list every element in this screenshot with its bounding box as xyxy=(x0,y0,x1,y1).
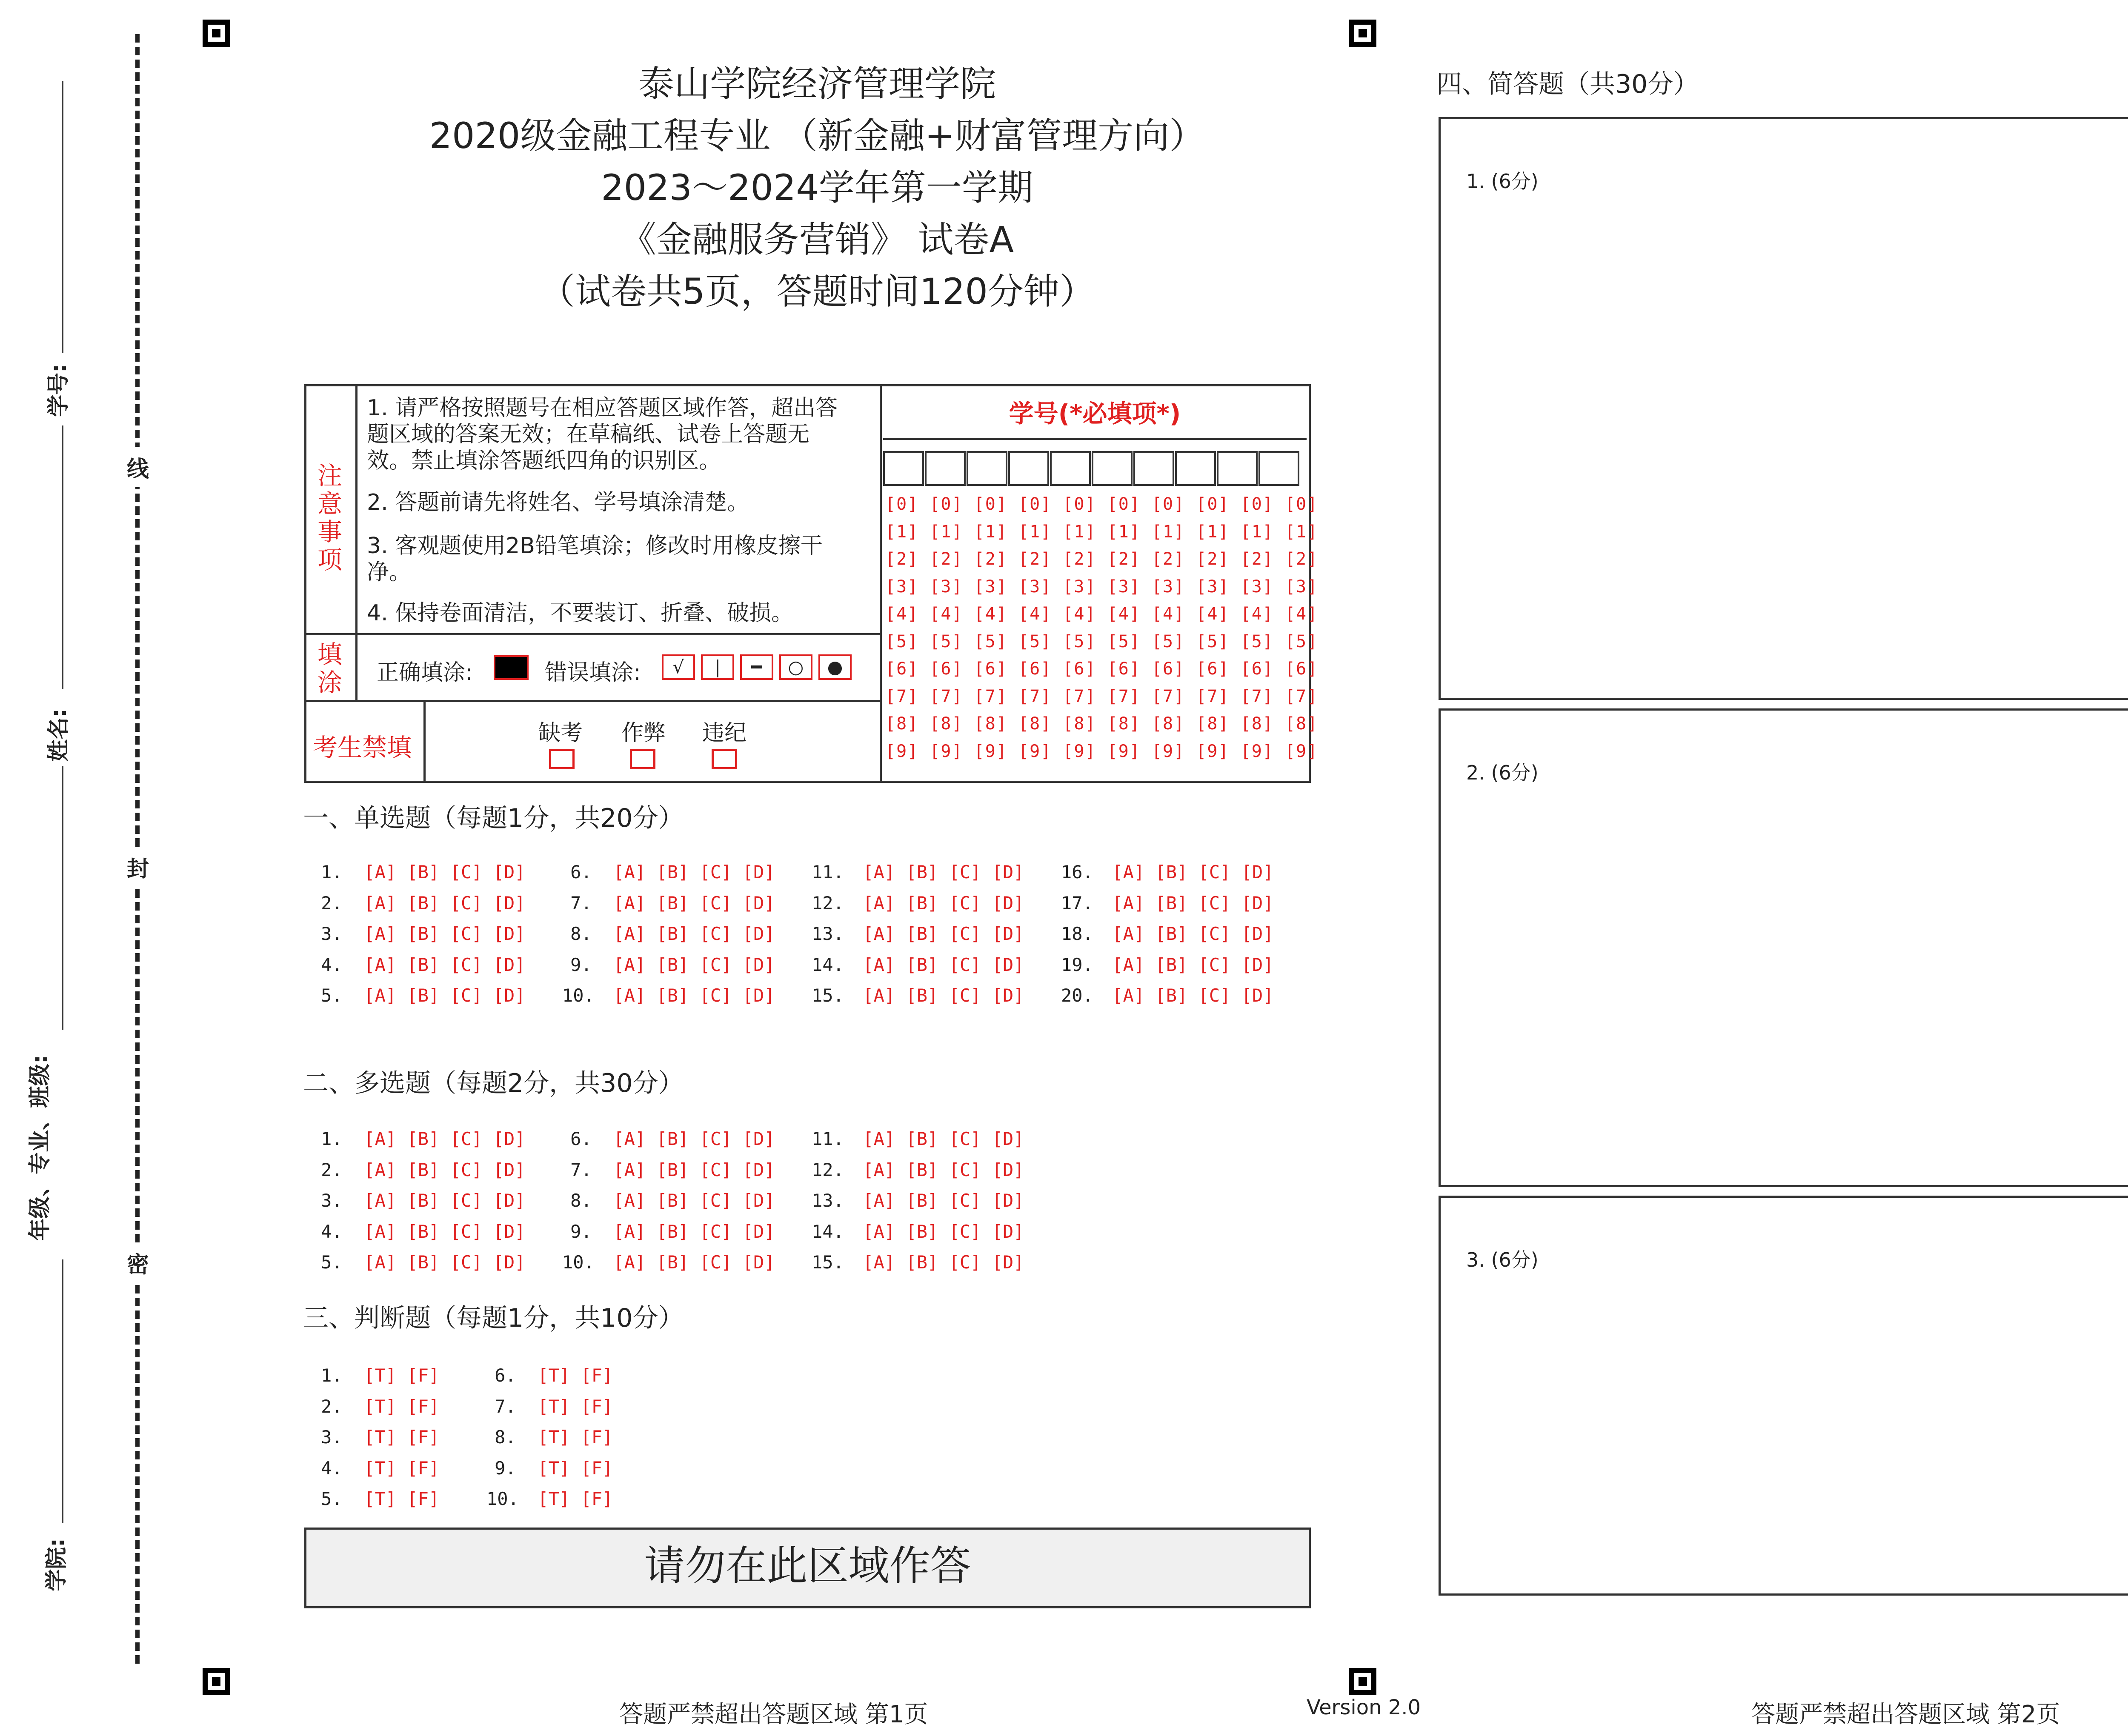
question-options[interactable]: [A] [B] [C] [D] xyxy=(852,1252,1024,1273)
notice-item-3: 3. 客观题使用2B铅笔填涂；修改时用橡皮擦干净。 xyxy=(367,533,823,585)
seal-seal-text: 封 xyxy=(127,857,149,882)
question-options[interactable]: [A] [B] [C] [D] xyxy=(852,1159,1024,1180)
student-id-digit-row[interactable]: [5] [5] [5] [5] [5] [5] [5] [5] [5] [5] xyxy=(885,631,1319,651)
question-number: 6. xyxy=(570,862,603,882)
student-id-digit-row[interactable]: [2] [2] [2] [2] [2] [2] [2] [2] [2] [2] xyxy=(885,549,1319,569)
student-id-title: 学号(*必填项*) xyxy=(1009,399,1181,428)
question-number: 8. xyxy=(570,923,603,944)
question-options[interactable]: [A] [B] [C] [D] xyxy=(852,892,1024,914)
footer-version: Version 2.0 xyxy=(1307,1696,1421,1719)
student-id-cell[interactable] xyxy=(1175,451,1216,486)
question-options[interactable]: [A] [B] [C] [D] xyxy=(353,892,526,914)
question-row[interactable] xyxy=(812,985,1024,1006)
question-options[interactable]: [A] [B] [C] [D] xyxy=(852,1190,1024,1211)
question-row[interactable] xyxy=(313,954,526,975)
seal-char-seal xyxy=(127,847,148,887)
question-options[interactable]: [A] [B] [C] [D] xyxy=(603,954,775,975)
question-number: 8. xyxy=(495,1427,527,1448)
question-row[interactable] xyxy=(812,862,1024,882)
question-options[interactable]: [A] [B] [C] [D] xyxy=(353,1128,526,1149)
corner-marker-top-middle xyxy=(1349,20,1376,47)
question-row[interactable] xyxy=(313,1458,439,1479)
proctor-absent-label: 缺考 xyxy=(538,720,583,746)
question-number: 6. xyxy=(495,1365,527,1386)
question-number: 19. xyxy=(1061,954,1104,975)
question-row[interactable] xyxy=(313,1252,526,1273)
question-row[interactable] xyxy=(486,1365,613,1386)
header-term: 2023～2024学年第一学期 xyxy=(601,167,1033,208)
question-number: 5. xyxy=(321,985,353,1006)
seal-char-secret xyxy=(127,1242,148,1283)
question-number: 10. xyxy=(562,1252,606,1273)
question-number: 12. xyxy=(812,892,855,914)
question-options[interactable]: [A] [B] [C] [D] xyxy=(1101,923,1274,944)
student-id-cell[interactable] xyxy=(883,451,924,486)
question-number: 3. xyxy=(321,1427,353,1448)
question-number: 9. xyxy=(570,1221,603,1242)
footer-left: 答题严禁超出答题区域 第1页 xyxy=(619,1701,928,1728)
question-options[interactable]: [A] [B] [C] [D] xyxy=(852,1221,1024,1242)
proctor-absent-checkbox[interactable] xyxy=(549,749,575,769)
question-row[interactable] xyxy=(1061,985,1274,1006)
proctor-cheat-label: 作弊 xyxy=(621,720,666,746)
question-options[interactable]: [T] [F] xyxy=(527,1427,613,1448)
short-question-1-label: 1. (6分) xyxy=(1466,170,1539,193)
question-options[interactable]: [T] [F] xyxy=(353,1457,440,1479)
question-row[interactable] xyxy=(562,1128,775,1149)
question-options[interactable]: [T] [F] xyxy=(527,1396,613,1417)
question-options[interactable]: [A] [B] [C] [D] xyxy=(603,1159,775,1180)
question-options[interactable]: [T] [F] xyxy=(527,1365,613,1386)
question-row[interactable] xyxy=(486,1427,613,1448)
notice-title: 注意事项 xyxy=(317,461,342,574)
section-single-title: 一、单选题（每题1分，共20分） xyxy=(303,803,684,833)
question-number: 18. xyxy=(1061,923,1104,944)
question-number: 1. xyxy=(321,862,353,882)
question-row[interactable] xyxy=(313,893,526,914)
question-number: 9. xyxy=(570,954,603,975)
seal-secret-text: 密 xyxy=(127,1252,149,1278)
question-options[interactable]: [A] [B] [C] [D] xyxy=(353,954,526,975)
proctor-cheat-checkbox[interactable] xyxy=(630,749,655,769)
student-id-cell[interactable] xyxy=(1133,451,1174,486)
wrong-sample-dot: ● xyxy=(818,654,852,680)
short-question-3-label: 3. (6分) xyxy=(1466,1248,1539,1271)
question-row[interactable] xyxy=(562,1252,775,1273)
question-row[interactable] xyxy=(486,1396,613,1417)
question-row[interactable] xyxy=(812,1128,1024,1149)
question-number: 7. xyxy=(495,1396,527,1417)
question-number: 1. xyxy=(321,1128,353,1149)
question-options[interactable]: [T] [F] xyxy=(527,1457,613,1479)
question-row[interactable] xyxy=(313,1159,526,1180)
student-id-digit-row[interactable]: [6] [6] [6] [6] [6] [6] [6] [6] [6] [6] xyxy=(885,659,1319,679)
notice-vertical-divider xyxy=(355,384,358,701)
question-options[interactable]: [A] [B] [C] [D] xyxy=(603,892,775,914)
question-options[interactable]: [T] [F] xyxy=(353,1396,440,1417)
question-options[interactable]: [A] [B] [C] [D] xyxy=(603,1128,775,1149)
question-options[interactable]: [A] [B] [C] [D] xyxy=(1101,892,1274,914)
wrong-sample-bar: | xyxy=(701,654,734,680)
header-course: 《金融服务营销》 试卷A xyxy=(620,219,1014,260)
correct-fill-label: 正确填涂: xyxy=(377,660,473,685)
question-number: 9. xyxy=(495,1457,527,1479)
question-row[interactable] xyxy=(486,1488,613,1509)
question-number: 5. xyxy=(321,1252,353,1273)
question-row[interactable] xyxy=(812,1221,1024,1242)
question-number: 13. xyxy=(812,923,855,944)
student-id-digit-row[interactable]: [4] [4] [4] [4] [4] [4] [4] [4] [4] [4] xyxy=(885,604,1319,624)
question-number: 6. xyxy=(570,1128,603,1149)
question-row[interactable] xyxy=(562,862,775,882)
question-row[interactable] xyxy=(313,923,526,944)
question-row[interactable] xyxy=(812,1190,1024,1211)
notice-item-2: 2. 答题前请先将姓名、学号填涂清楚。 xyxy=(367,490,749,515)
question-number: 4. xyxy=(321,1221,353,1242)
question-row[interactable] xyxy=(313,1128,526,1149)
question-number: 17. xyxy=(1061,892,1104,914)
question-number: 4. xyxy=(321,1457,353,1479)
question-row[interactable] xyxy=(1061,893,1274,914)
question-options[interactable]: [A] [B] [C] [D] xyxy=(1101,954,1274,975)
fill-title: 填涂 xyxy=(317,640,342,697)
student-id-cell[interactable] xyxy=(1092,451,1133,486)
question-options[interactable]: [A] [B] [C] [D] xyxy=(1101,862,1274,882)
question-number: 7. xyxy=(570,1159,603,1180)
correct-fill-sample xyxy=(494,655,529,680)
question-row[interactable] xyxy=(313,1221,526,1242)
question-number: 14. xyxy=(812,954,855,975)
question-row[interactable] xyxy=(562,1221,775,1242)
question-row[interactable] xyxy=(313,1488,439,1509)
corner-marker-bottom-middle xyxy=(1349,1668,1376,1695)
proctor-vertical-divider xyxy=(423,700,426,783)
question-row[interactable] xyxy=(562,985,775,1006)
question-row[interactable] xyxy=(562,923,775,944)
wrong-sample-dash: ━ xyxy=(740,654,773,680)
question-options[interactable]: [A] [B] [C] [D] xyxy=(353,1252,526,1273)
proctor-violation-label: 违纪 xyxy=(702,720,747,746)
question-number: 15. xyxy=(812,1252,855,1273)
student-id-cell[interactable] xyxy=(1008,451,1049,486)
wrong-sample-check: √ xyxy=(662,654,695,680)
proctor-title: 考生禁填 xyxy=(313,733,412,762)
no-answer-zone xyxy=(304,1528,1311,1608)
wrong-sample-circle: ○ xyxy=(779,654,812,680)
short-question-2-label: 2. (6分) xyxy=(1466,761,1539,784)
question-number: 2. xyxy=(321,892,353,914)
question-options[interactable]: [A] [B] [C] [D] xyxy=(1101,985,1274,1006)
name-line[interactable] xyxy=(62,425,63,689)
question-options[interactable]: [T] [F] xyxy=(353,1488,440,1509)
name-label: 姓名: xyxy=(46,708,72,762)
class-line[interactable] xyxy=(62,766,63,1030)
question-number: 20. xyxy=(1061,985,1104,1006)
question-row[interactable] xyxy=(313,985,526,1006)
footer-right: 答题严禁超出答题区域 第2页 xyxy=(1751,1701,2060,1728)
question-options[interactable]: [A] [B] [C] [D] xyxy=(852,1128,1024,1149)
idbox-divider xyxy=(880,384,882,783)
question-row[interactable] xyxy=(313,1427,439,1448)
seal-char-line xyxy=(127,447,148,487)
student-id-digit-row[interactable]: [1] [1] [1] [1] [1] [1] [1] [1] [1] [1] xyxy=(885,522,1319,542)
question-number: 15. xyxy=(812,985,855,1006)
question-number: 11. xyxy=(812,1128,855,1149)
question-number: 16. xyxy=(1061,862,1104,882)
question-options[interactable]: [A] [B] [C] [D] xyxy=(852,985,1024,1006)
question-options[interactable]: [A] [B] [C] [D] xyxy=(353,923,526,944)
question-row[interactable] xyxy=(562,1190,775,1211)
short-answer-box-2[interactable] xyxy=(1439,708,2128,1187)
short-answer-box-1[interactable] xyxy=(1439,117,2128,700)
question-options[interactable]: [T] [F] xyxy=(527,1488,613,1509)
question-options[interactable]: [A] [B] [C] [D] xyxy=(353,1159,526,1180)
question-row[interactable] xyxy=(1061,923,1274,944)
college-label: 学院: xyxy=(43,1538,69,1591)
section-multi-title: 二、多选题（每题2分，共30分） xyxy=(303,1068,684,1098)
section-short-title: 四、简答题（共30分） xyxy=(1436,69,1699,99)
header-school: 泰山学院经济管理学院 xyxy=(638,63,996,105)
notice-fill-divider xyxy=(304,633,881,635)
student-id-digit-row[interactable]: [3] [3] [3] [3] [3] [3] [3] [3] [3] [3] xyxy=(885,577,1319,597)
question-options[interactable]: [A] [B] [C] [D] xyxy=(353,1221,526,1242)
question-row[interactable] xyxy=(486,1458,613,1479)
question-options[interactable]: [A] [B] [C] [D] xyxy=(353,1190,526,1211)
question-number: 10. xyxy=(486,1488,530,1509)
student-id-cell[interactable] xyxy=(1258,451,1299,486)
question-row[interactable] xyxy=(313,1190,526,1211)
question-number: 2. xyxy=(321,1159,353,1180)
notice-proctor-divider xyxy=(304,700,881,702)
question-row[interactable] xyxy=(812,1252,1024,1273)
question-number: 10. xyxy=(562,985,606,1006)
question-number: 2. xyxy=(321,1396,353,1417)
header-info: （试卷共5页，答题时间120分钟） xyxy=(539,271,1095,312)
question-options[interactable]: [A] [B] [C] [D] xyxy=(852,862,1024,882)
question-number: 7. xyxy=(570,892,603,914)
corner-marker-top-left xyxy=(203,20,230,47)
question-row[interactable] xyxy=(812,954,1024,975)
question-row[interactable] xyxy=(812,893,1024,914)
question-row[interactable] xyxy=(562,954,775,975)
student-id-cell[interactable] xyxy=(967,451,1007,486)
question-options[interactable]: [A] [B] [C] [D] xyxy=(603,1221,775,1242)
student-id-label: 学号: xyxy=(46,364,72,417)
student-id-digit-row[interactable]: [8] [8] [8] [8] [8] [8] [8] [8] [8] [8] xyxy=(885,714,1319,734)
question-row[interactable] xyxy=(1061,862,1274,882)
student-id-cell[interactable] xyxy=(1050,451,1091,486)
question-options[interactable]: [A] [B] [C] [D] xyxy=(353,862,526,882)
question-row[interactable] xyxy=(1061,954,1274,975)
question-row[interactable] xyxy=(812,1159,1024,1180)
question-row[interactable] xyxy=(562,1159,775,1180)
question-number: 12. xyxy=(812,1159,855,1180)
question-number: 11. xyxy=(812,862,855,882)
question-number: 14. xyxy=(812,1221,855,1242)
student-id-digit-row[interactable]: [0] [0] [0] [0] [0] [0] [0] [0] [0] [0] xyxy=(885,494,1319,514)
header-major: 2020级金融工程专业 （新金融+财富管理方向） xyxy=(429,115,1205,157)
question-number: 13. xyxy=(812,1190,855,1211)
corner-marker-bottom-left xyxy=(203,1668,230,1695)
question-options[interactable]: [A] [B] [C] [D] xyxy=(852,923,1024,944)
student-id-cell[interactable] xyxy=(925,451,966,486)
question-options[interactable]: [T] [F] xyxy=(353,1427,440,1448)
wrong-fill-label: 错误填涂: xyxy=(545,660,641,685)
college-line[interactable] xyxy=(62,1259,63,1523)
idbox-title-underline xyxy=(883,438,1307,440)
question-options[interactable]: [A] [B] [C] [D] xyxy=(603,1190,775,1211)
notice-item-4: 4. 保持卷面清洁，不要装订、折叠、破损。 xyxy=(367,600,794,626)
student-id-digit-row[interactable]: [9] [9] [9] [9] [9] [9] [9] [9] [9] [9] xyxy=(885,741,1319,761)
question-number: 5. xyxy=(321,1488,353,1509)
seal-line-text: 线 xyxy=(127,457,149,482)
question-options[interactable]: [A] [B] [C] [D] xyxy=(852,954,1024,975)
question-row[interactable] xyxy=(562,893,775,914)
question-options[interactable]: [A] [B] [C] [D] xyxy=(603,923,775,944)
question-number: 4. xyxy=(321,954,353,975)
student-id-digit-row[interactable]: [7] [7] [7] [7] [7] [7] [7] [7] [7] [7] xyxy=(885,686,1319,706)
class-label: 年级、专业、班级: xyxy=(27,1055,53,1241)
question-row[interactable] xyxy=(313,862,526,882)
student-id-cell[interactable] xyxy=(1217,451,1258,486)
student-id-line[interactable] xyxy=(62,81,63,353)
question-options[interactable]: [A] [B] [C] [D] xyxy=(603,1252,775,1273)
question-number: 8. xyxy=(570,1190,603,1211)
question-options[interactable]: [A] [B] [C] [D] xyxy=(353,985,526,1006)
question-number: 3. xyxy=(321,1190,353,1211)
question-row[interactable] xyxy=(313,1396,439,1417)
proctor-violation-checkbox[interactable] xyxy=(712,749,737,769)
question-options[interactable]: [A] [B] [C] [D] xyxy=(603,862,775,882)
question-row[interactable] xyxy=(812,923,1024,944)
notice-item-1: 1. 请严格按照题号在相应答题区域作答，超出答题区域的答案无效；在草稿纸、试卷上答题无效。禁止填涂答题纸四角的识别区。 xyxy=(367,395,838,474)
question-number: 1. xyxy=(321,1365,353,1386)
short-answer-box-3[interactable] xyxy=(1439,1196,2128,1596)
question-number: 3. xyxy=(321,923,353,944)
section-judge-title: 三、判断题（每题1分，共10分） xyxy=(303,1303,684,1333)
question-options[interactable]: [T] [F] xyxy=(353,1365,440,1386)
question-options[interactable]: [A] [B] [C] [D] xyxy=(603,985,775,1006)
no-answer-zone-text: 请勿在此区域作答 xyxy=(644,1542,971,1590)
question-row[interactable] xyxy=(313,1365,439,1386)
